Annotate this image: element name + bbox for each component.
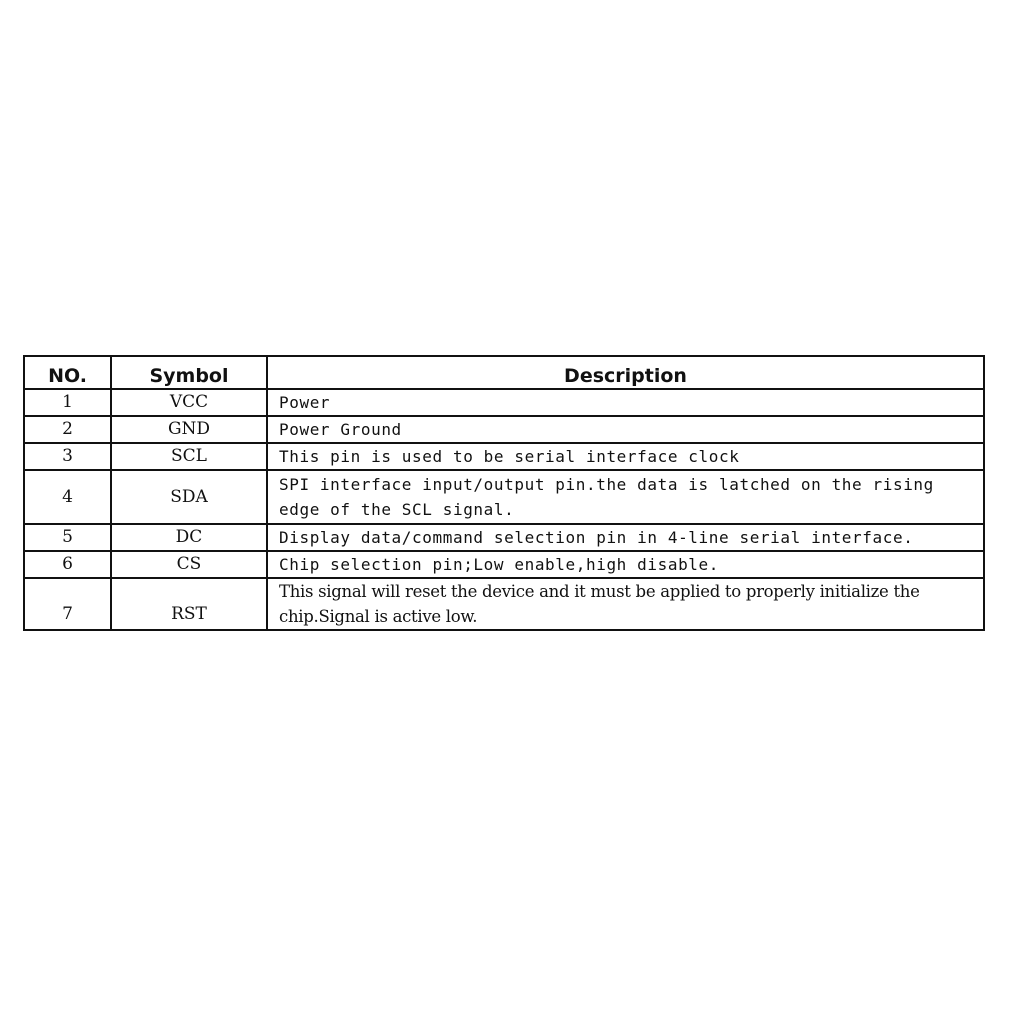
pin-description: This signal will reset the device and it must be applied to properly initialize the chip.Signal is active low.	[267, 578, 984, 630]
pin-number: 5	[24, 524, 111, 551]
table-row	[24, 551, 984, 578]
pin-symbol: RST	[111, 578, 267, 630]
pin-symbol: DC	[111, 524, 267, 551]
header-symbol: Symbol	[111, 356, 267, 389]
pin-description: Power	[267, 389, 984, 416]
table-row	[24, 524, 984, 551]
pin-symbol: CS	[111, 551, 267, 578]
header-no: NO.	[24, 356, 111, 389]
pin-symbol: GND	[111, 416, 267, 443]
pin-number: 3	[24, 443, 111, 470]
table-row	[24, 443, 984, 470]
pin-description: Display data/command selection pin in 4-line serial interface.	[267, 524, 984, 551]
table-row	[24, 416, 984, 443]
pin-number: 2	[24, 416, 111, 443]
pin-number: 1	[24, 389, 111, 416]
pin-number: 4	[24, 470, 111, 524]
pin-number: 6	[24, 551, 111, 578]
table-row	[24, 578, 984, 630]
pin-description: SPI interface input/output pin.the data is latched on the rising edge of the SCL signal.	[267, 470, 984, 524]
pin-number: 7	[24, 578, 111, 630]
header-description: Description	[267, 356, 984, 389]
table-row	[24, 389, 984, 416]
pin-symbol: VCC	[111, 389, 267, 416]
pin-description-table	[23, 355, 985, 631]
pin-symbol: SDA	[111, 470, 267, 524]
table-header-row	[24, 356, 984, 389]
pin-description: Power Ground	[267, 416, 984, 443]
pin-symbol: SCL	[111, 443, 267, 470]
table-row	[24, 470, 984, 524]
pin-description: Chip selection pin;Low enable,high disable.	[267, 551, 984, 578]
pin-description: This pin is used to be serial interface clock	[267, 443, 984, 470]
